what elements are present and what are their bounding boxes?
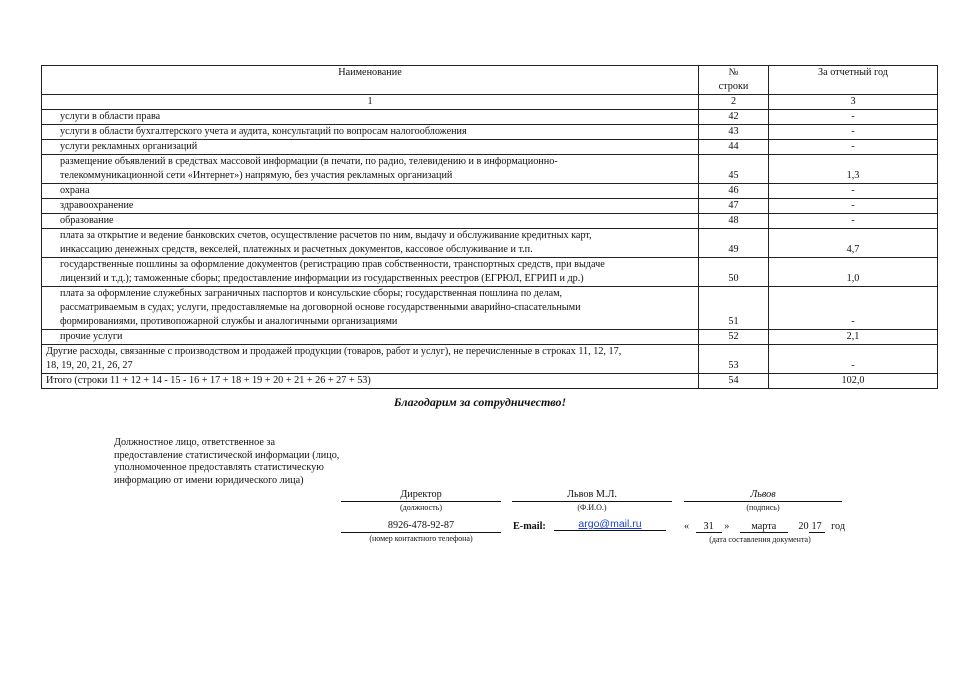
table-row (42, 199, 938, 214)
row-number: 45 (699, 155, 769, 184)
row-number: 52 (699, 330, 769, 345)
column-number-2: 2 (699, 95, 769, 110)
row-name: Другие расходы, связанные с производством и продажей продукции (товаров, работ и услуг), не перечисленные в строках 11, 12, 17, 18, 19, 20, 21, 26, 27 (42, 345, 699, 374)
row-name: услуги в области права (42, 110, 699, 125)
date-field (684, 521, 845, 533)
fio-caption: (Ф.И.О.) (577, 503, 607, 512)
column-number-3: 3 (769, 95, 938, 110)
email-link[interactable]: argo@mail.ru (578, 518, 642, 530)
row-number: 51 (699, 287, 769, 330)
row-name: плата за оформление служебных заграничных паспортов и консульские сборы; государственная пошлина по делам, рассматриваемым в судах; услуги, предоставляемые на договорной основе государственными аварийно-спасательными формированиями, противопожарной службы и аналогичными организациями (42, 287, 699, 330)
table-row (42, 330, 938, 345)
row-value: 2,1 (769, 330, 938, 345)
phone-value: 8926-478-92-87 (341, 519, 501, 533)
header-row-number: № строки (699, 66, 769, 95)
date-day: 31 (696, 521, 722, 533)
table-row (42, 229, 938, 258)
thanks-message: Благодарим за сотрудничество! (393, 395, 567, 409)
date-caption: (дата составления документа) (709, 535, 811, 544)
table-row (42, 155, 938, 184)
row-name: услуги рекламных организаций (42, 140, 699, 155)
row-name: размещение объявлений в средствах массовой информации (в печати, по радио, телевидению и в информационно- телекоммуникационной сети «Интернет») напрямую, без участия рекламных организаций (42, 155, 699, 184)
row-name: образование (42, 214, 699, 229)
table-row (42, 374, 938, 389)
signature-field (684, 488, 842, 513)
column-number-1: 1 (42, 95, 699, 110)
date-year-prefix: 20 (798, 521, 809, 532)
row-value: 4,7 (769, 229, 938, 258)
date-close-quote: » (724, 521, 730, 532)
row-name: здравоохранение (42, 199, 699, 214)
position-caption: (должность) (400, 503, 442, 512)
table-row (42, 214, 938, 229)
signature-value: Львов (684, 488, 842, 502)
row-value: 1,3 (769, 155, 938, 184)
row-value: - (769, 184, 938, 199)
row-name: государственные пошлины за оформление документов (регистрацию прав собственности, транспортных средств, при выдаче лицензий и т.д.); таможенные сборы; предоставление информации из государственных реестров (ЕГРЮЛ, ЕГРИП и др.) (42, 258, 699, 287)
row-name: плата за открытие и ведение банковских счетов, осуществление расчетов по ним, выдачу и обслуживание кредитных карт, инкассацию денежных средств, векселей, платежных и расчетных документов, кассовое обслуживание и т.п. (42, 229, 699, 258)
responsible-person-text: Должностное лицо, ответственное за предоставление статистической информации (лицо, уполномоченное предоставлять статистическую информацию от имени юридического лица) (114, 437, 340, 486)
signature-caption: (подпись) (746, 503, 780, 512)
row-number: 43 (699, 125, 769, 140)
date-open-quote: « (684, 521, 690, 532)
header-name: Наименование (42, 66, 699, 95)
table-row (42, 125, 938, 140)
table-row (42, 140, 938, 155)
row-value: - (769, 199, 938, 214)
table-header-row (42, 66, 938, 95)
row-value: - (769, 345, 938, 374)
table-row (42, 110, 938, 125)
row-number: 54 (699, 374, 769, 389)
table-row (42, 258, 938, 287)
phone-field (341, 519, 501, 544)
table-row (42, 287, 938, 330)
row-value: - (769, 287, 938, 330)
header-reporting-year: За отчетный год (769, 66, 938, 95)
row-value: - (769, 110, 938, 125)
row-number: 48 (699, 214, 769, 229)
table-row (42, 345, 938, 374)
date-year-suffix: 17 (809, 521, 825, 533)
row-value: - (769, 125, 938, 140)
position-field (341, 488, 501, 513)
row-name: охрана (42, 184, 699, 199)
row-number: 42 (699, 110, 769, 125)
row-name: прочие услуги (42, 330, 699, 345)
fio-value: Львов М.Л. (512, 488, 672, 502)
row-number: 49 (699, 229, 769, 258)
row-value: 102,0 (769, 374, 938, 389)
fio-field (512, 488, 672, 513)
column-numbers-row (42, 95, 938, 110)
row-value: - (769, 214, 938, 229)
email-label: E-mail: (513, 521, 546, 532)
date-year-word: год (831, 521, 846, 532)
row-number: 50 (699, 258, 769, 287)
row-name: услуги в области бухгалтерского учета и аудита, консультаций по вопросам налогообложения (42, 125, 699, 140)
phone-caption: (номер контактного телефона) (369, 534, 473, 543)
date-month: марта (740, 521, 788, 533)
position-value: Директор (341, 488, 501, 502)
row-number: 44 (699, 140, 769, 155)
row-number: 47 (699, 199, 769, 214)
table-row (42, 184, 938, 199)
row-value: - (769, 140, 938, 155)
row-number: 53 (699, 345, 769, 374)
email-field (554, 518, 666, 531)
row-number: 46 (699, 184, 769, 199)
expenses-table (41, 65, 938, 389)
row-name: Итого (строки 11 + 12 + 14 - 15 - 16 + 17 + 18 + 19 + 20 + 21 + 26 + 27 + 53) (42, 374, 699, 389)
row-value: 1,0 (769, 258, 938, 287)
